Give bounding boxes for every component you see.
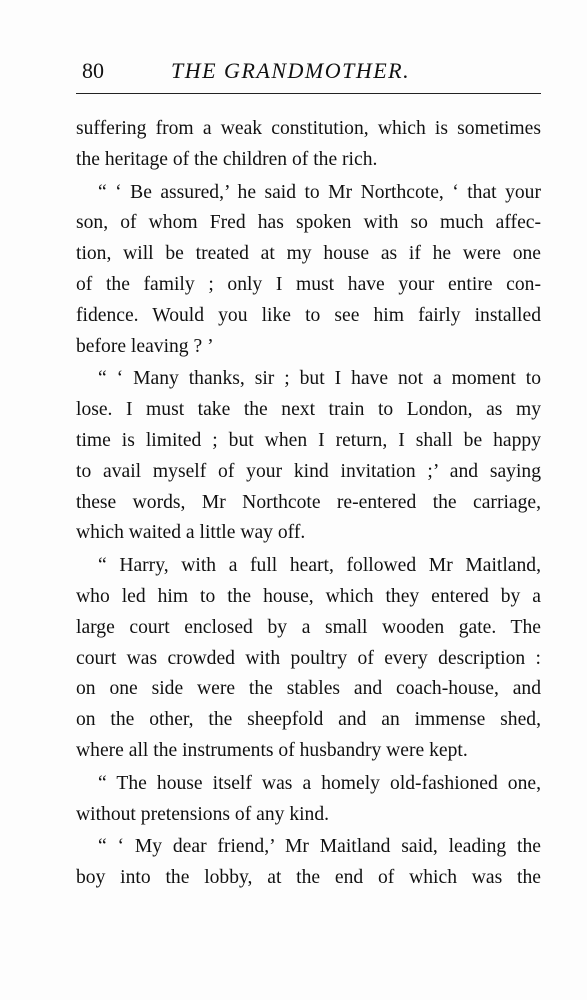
text-line: “ ‘ My dear friend,’ Mr Maitland said, leading the [98,836,541,858]
text-line: to avail myself of your kind invitation ;’ and saying [76,460,541,482]
text-line: fidence. Would you like to see him fairly installed [76,304,541,326]
header-rule [76,93,541,94]
text-line: lose. I must take the next train to London, as my [76,399,541,421]
page-number: 80 [82,58,104,83]
text-line: the heritage of the children of the rich. [76,148,378,170]
text-line: son, of whom Fred has spoken with so much affec- [76,212,541,234]
body-text [76,114,541,894]
text-line: where all the instruments of husbandry were kept. [76,739,468,761]
text-line: on one side were the stables and coach-house, and [76,678,541,700]
text-line: which waited a little way off. [76,522,306,544]
text-line: “ Harry, with a full heart, followed Mr Maitland, [98,555,541,577]
text-line: “ ‘ Be assured,’ he said to Mr Northcote, ‘ that your [98,181,541,203]
text-line: on the other, the sheepfold and an immense shed, [76,709,541,731]
running-head [76,56,541,86]
text-line: these words, Mr Northcote re-entered the carriage, [76,491,541,513]
text-line: who led him to the house, which they entered by a [76,585,541,607]
text-line: boy into the lobby, at the end of which was the [76,867,541,889]
text-line: before leaving ? ’ [76,335,214,357]
text-line: suffering from a weak constitution, which is sometimes [76,118,541,139]
text-line: of the family ; only I must have your entire con- [76,273,541,295]
text-line: court was crowded with poultry of every description : [76,647,541,669]
text-line: large court enclosed by a small wooden gate. The [76,616,541,638]
text-line: time is limited ; but when I return, I shall be happy [76,429,541,451]
text-line: “ ‘ Many thanks, sir ; but I have not a moment to [98,368,541,390]
running-title: THE GRANDMOTHER. [171,58,411,83]
text-line: without pretensions of any kind. [76,803,330,825]
text-line: tion, will be treated at my house as if he were one [76,243,541,265]
text-line: “ The house itself was a homely old-fashioned one, [98,772,541,794]
